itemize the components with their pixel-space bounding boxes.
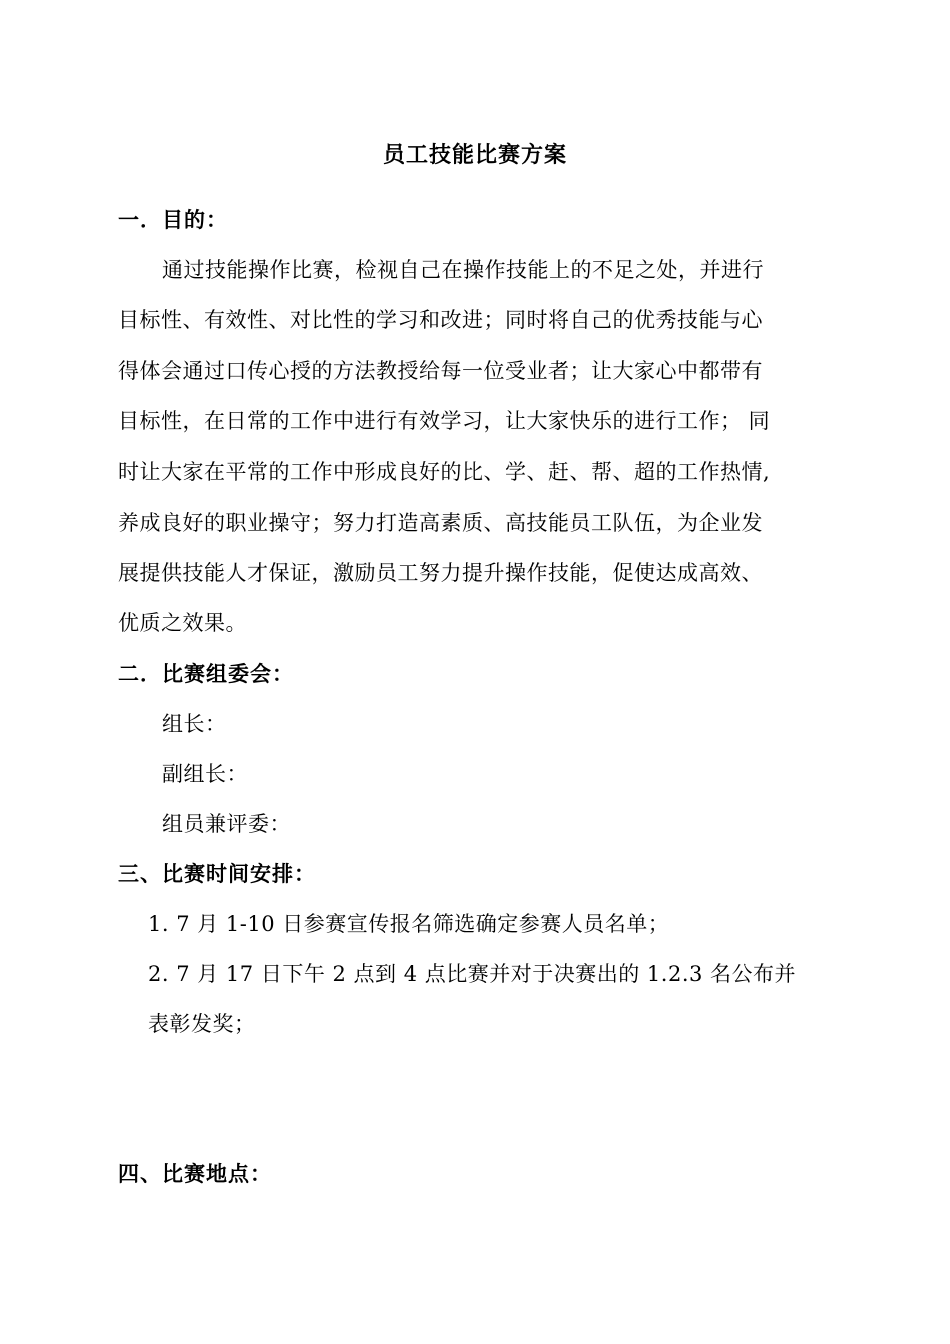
purpose-line-1: 通过技能操作比赛，检视自己在操作技能上的不足之处，并进行 <box>162 258 764 282</box>
purpose-line-3: 得体会通过口传心授的方法教授给每一位受业者；让大家心中都带有 <box>118 359 763 383</box>
committee-leader: 组长： <box>162 712 227 736</box>
schedule-item-2-continued: 表彰发奖； <box>148 1012 256 1036</box>
schedule-item-2: 2. 7 月 17 日下午 2 点到 4 点比赛并对于决赛出的 1.2.3 名公布并 <box>148 962 797 986</box>
committee-members-judges: 组员兼评委： <box>162 812 291 836</box>
section-heading-schedule: 三、比赛时间安排： <box>118 862 316 886</box>
purpose-line-8: 优质之效果。 <box>118 611 247 635</box>
section-heading-purpose: 一．目的： <box>118 208 228 232</box>
section-heading-venue: 四、比赛地点： <box>118 1162 272 1186</box>
schedule-item-1: 1. 7 月 1-10 日参赛宣传报名筛选确定参赛人员名单； <box>148 912 670 936</box>
section-heading-committee: 二．比赛组委会： <box>118 662 294 686</box>
document-title: 员工技能比赛方案 <box>382 143 567 168</box>
purpose-line-2: 目标性、有效性、对比性的学习和改进；同时将自己的优秀技能与心 <box>118 308 763 332</box>
purpose-line-7: 展提供技能人才保证，激励员工努力提升操作技能，促使达成高效、 <box>118 561 763 585</box>
committee-deputy-leader: 副组长： <box>162 762 248 786</box>
purpose-line-6: 养成良好的职业操守；努力打造高素质、高技能员工队伍，为企业发 <box>118 511 763 535</box>
purpose-line-5: 时让大家在平常的工作中形成良好的比、学、赶、帮、超的工作热情, <box>118 460 771 484</box>
purpose-line-4: 目标性，在日常的工作中进行有效学习，让大家快乐的进行工作； 同 <box>118 409 771 433</box>
